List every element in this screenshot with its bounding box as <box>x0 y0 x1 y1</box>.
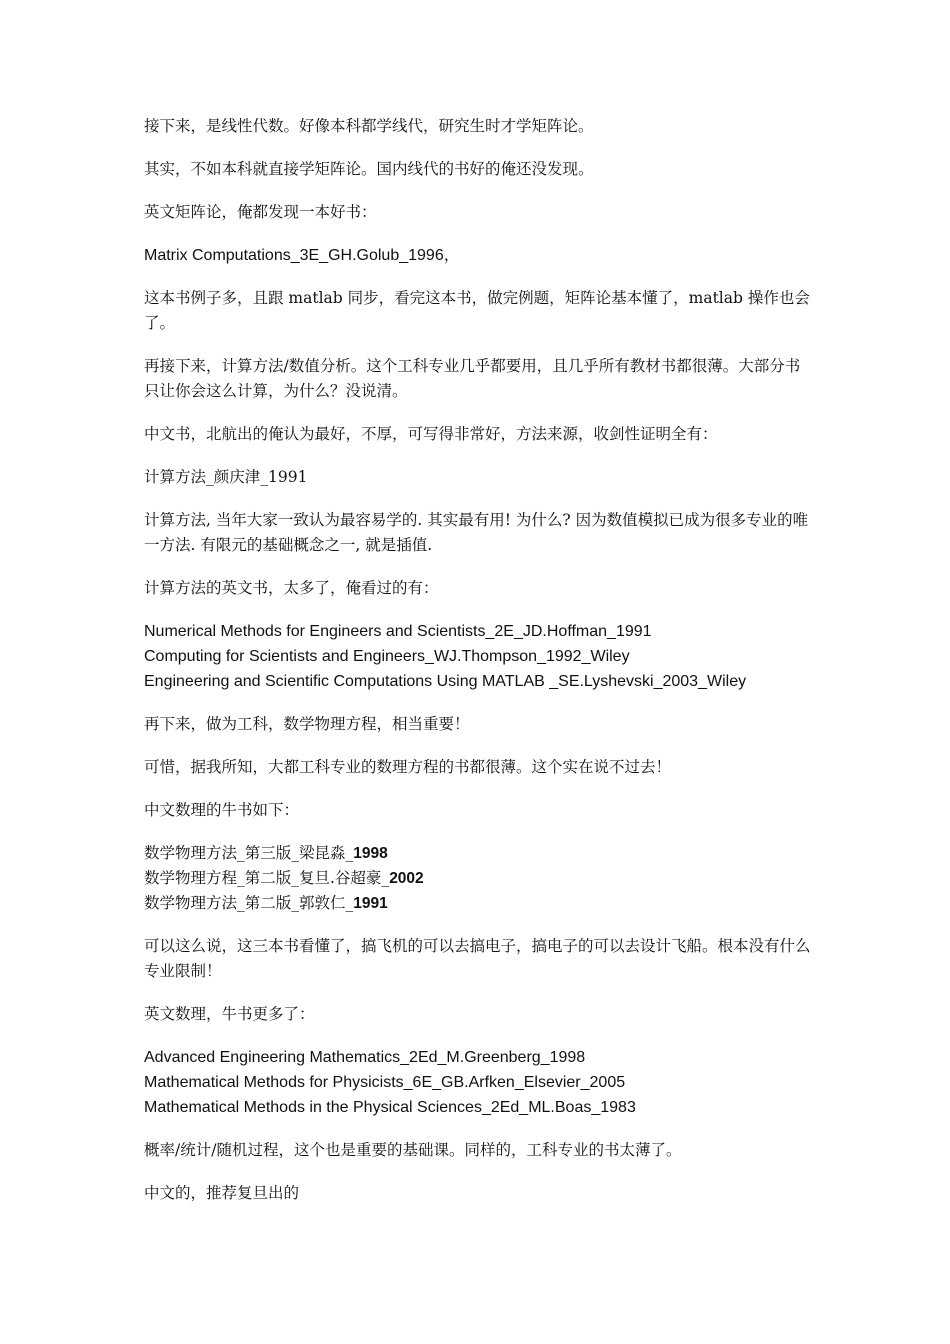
book-year: 1991 <box>353 895 388 912</box>
book-title: 数学物理方法_第三版_梁昆淼_ <box>144 844 354 862</box>
paragraph: 中文数理的牛书如下： <box>144 801 300 819</box>
chinese-math-book-list <box>144 841 812 916</box>
paragraph: 概率/统计/随机过程，这个也是重要的基础课。同样的，工科专业的书太薄了。 <box>144 1141 682 1159</box>
paragraph: 计算方法, 当年大家一致认为最容易学的. 其实最有用! 为什么? 因为数值模拟已成为很多专业的唯一方法. 有限元的基础概念之一, 就是插值. <box>144 511 809 554</box>
paragraph: 中文书，北航出的俺认为最好，不厚，可写得非常好，方法来源，收剑性证明全有： <box>144 425 718 443</box>
paragraph: 再接下来，计算方法/数值分析。这个工科专业几乎都要用，且几乎所有教材书都很薄。大部分书只让你会这么计算，为什么？没说清。 <box>144 357 801 400</box>
paragraph: 计算方法的英文书，太多了，俺看过的有： <box>144 579 439 597</box>
book-year: 1998 <box>353 845 388 862</box>
paragraph: 其实，不如本科就直接学矩阵论。国内线代的书好的俺还没发现。 <box>144 160 594 178</box>
book-title: 数学物理方法_第二版_郭敦仁_ <box>144 894 354 912</box>
list-item: Engineering and Scientific Computations Using MATLAB _SE.Lyshevski_2003_Wiley <box>144 673 747 690</box>
list-item: Numerical Methods for Engineers and Scientists_2E_JD.Hoffman_1991 <box>144 623 652 640</box>
paragraph: 英文数理，牛书更多了： <box>144 1005 315 1023</box>
list-item: Mathematical Methods in the Physical Sciences_2Ed_ML.Boas_1983 <box>144 1099 636 1116</box>
book-title: 数学物理方程_第二版_复旦.谷超豪_ <box>144 869 390 887</box>
paragraph: 可以这么说，这三本书看懂了，搞飞机的可以去搞电子，搞电子的可以去设计飞船。根本没有什么专业限制！ <box>144 937 811 980</box>
list-item <box>144 841 812 866</box>
list-item: Computing for Scientists and Engineers_WJ.Thompson_1992_Wiley <box>144 648 630 665</box>
book-title-line: Matrix Computations_3E_GH.Golub_1996， <box>144 247 460 264</box>
numerical-book-list <box>144 619 812 694</box>
list-item: Mathematical Methods for Physicists_6E_GB.Arfken_Elsevier_2005 <box>144 1074 626 1091</box>
paragraph: 可惜，据我所知，大都工科专业的数理方程的书都很薄。这个实在说不过去！ <box>144 758 672 776</box>
paragraph: 中文的，推荐复旦出的 <box>144 1184 300 1202</box>
book-title-line: 计算方法_颜庆津_1991 <box>144 468 308 486</box>
paragraph: 这本书例子多，且跟 matlab 同步，看完这本书，做完例题，矩阵论基本懂了，matlab 操作也会了。 <box>144 289 810 332</box>
english-math-book-list <box>144 1045 812 1120</box>
paragraph: 接下来，是线性代数。好像本科都学线代，研究生时才学矩阵论。 <box>144 117 594 135</box>
list-item <box>144 891 812 916</box>
list-item <box>144 866 812 891</box>
paragraph: 再下来，做为工科，数学物理方程，相当重要！ <box>144 715 470 733</box>
paragraph: 英文矩阵论，俺都发现一本好书： <box>144 203 377 221</box>
book-year: 2002 <box>389 870 424 887</box>
document-page <box>144 114 812 1224</box>
list-item: Advanced Engineering Mathematics_2Ed_M.Greenberg_1998 <box>144 1049 586 1066</box>
